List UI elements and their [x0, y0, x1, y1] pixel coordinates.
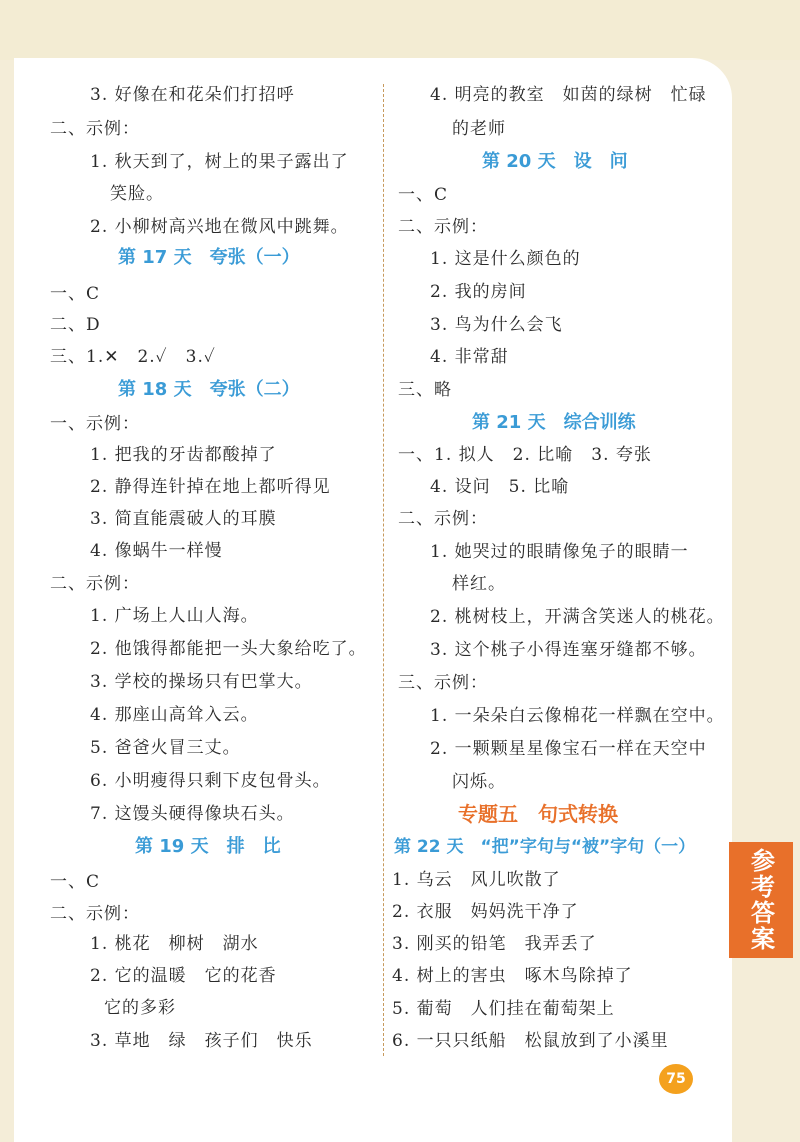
day-22-heading: 第 22 天 “把”字句与“被”字句（一）: [394, 837, 696, 857]
answer-line: 2. 他饿得都能把一头大象给吃了。: [90, 639, 367, 659]
answer-line: 的老师: [452, 119, 506, 139]
answer-line: 样红。: [452, 574, 506, 594]
day-20-heading: 第 20 天 设 问: [482, 151, 628, 172]
answer-line: 3. 鸟为什么会飞: [430, 315, 563, 335]
answer-line: 1. 把我的牙齿都酸掉了: [90, 445, 277, 465]
answer-line: 闪烁。: [452, 772, 506, 792]
answer-line: 它的多彩: [104, 998, 176, 1018]
answer-line: 2. 桃树枝上，开满含笑迷人的桃花。: [430, 607, 725, 627]
answer-section-tab: 参考答案: [729, 842, 793, 958]
answer-line: 二、示例：: [398, 217, 488, 237]
answer-line: 一、C: [398, 185, 449, 205]
answer-line: 1. 秋天到了，树上的果子露出了: [90, 152, 349, 172]
answer-line: 3. 草地 绿 孩子们 快乐: [90, 1031, 313, 1051]
answer-line: 1. 广场上人山人海。: [90, 606, 259, 626]
answer-line: 一、C: [50, 284, 101, 304]
answer-line: 1. 她哭过的眼睛像兔子的眼睛一: [430, 542, 689, 562]
day-17-heading: 第 17 天 夸张（一）: [118, 247, 300, 268]
answer-line: 1. 一朵朵白云像棉花一样飘在空中。: [430, 706, 725, 726]
answer-line: 3. 学校的操场只有巴掌大。: [90, 672, 313, 692]
answer-line: 4. 明亮的教室 如茵的绿树 忙碌: [430, 85, 707, 105]
answer-line: 1. 这是什么颜色的: [430, 249, 581, 269]
answer-line: 3. 好像在和花朵们打招呼: [90, 85, 295, 105]
answer-line: 6. 小明瘦得只剩下皮包骨头。: [90, 771, 331, 791]
top-band: [0, 0, 800, 60]
answer-line: 笑脸。: [110, 184, 164, 204]
answer-line: 4. 非常甜: [430, 347, 509, 367]
day-18-heading: 第 18 天 夸张（二）: [118, 379, 300, 400]
answer-line: 一、C: [50, 872, 101, 892]
answer-line: 3. 这个桃子小得连塞牙缝都不够。: [430, 640, 707, 660]
answer-line: 6. 一只只纸船 松鼠放到了小溪里: [392, 1031, 669, 1051]
answer-line: 3. 简直能震破人的耳膜: [90, 509, 277, 529]
answer-line: 1. 乌云 风儿吹散了: [392, 870, 561, 890]
answer-line: 1. 桃花 柳树 湖水: [90, 934, 259, 954]
answer-line: 7. 这馒头硬得像块石头。: [90, 804, 295, 824]
answer-line: 2. 一颗颗星星像宝石一样在天空中: [430, 739, 707, 759]
day-21-heading: 第 21 天 综合训练: [472, 412, 636, 433]
answer-line: 4. 设问 5. 比喻: [430, 477, 570, 497]
answer-line: 三、1.✕ 2.✓ 3.✓: [50, 347, 216, 367]
answer-line: 4. 像蜗牛一样慢: [90, 541, 223, 561]
page-number-badge: 75: [659, 1064, 693, 1094]
answer-line: 2. 小柳树高兴地在微风中跳舞。: [90, 217, 349, 237]
answer-line: 二、示例：: [398, 509, 488, 529]
answer-line: 5. 葡萄 人们挂在葡萄架上: [392, 999, 615, 1019]
answer-line: 2. 它的温暖 它的花香: [90, 966, 277, 986]
answer-line: 一、示例：: [50, 414, 140, 434]
topic-5-heading: 专题五 句式转换: [458, 802, 618, 826]
answer-line: 二、D: [50, 315, 101, 335]
day-19-heading: 第 19 天 排 比: [135, 836, 281, 857]
answer-line: 4. 那座山高耸入云。: [90, 705, 259, 725]
answer-line: 一、1. 拟人 2. 比喻 3. 夸张: [398, 445, 652, 465]
answer-line: 2. 我的房间: [430, 282, 527, 302]
column-divider: [383, 84, 384, 1056]
answer-line: 三、略: [398, 380, 452, 400]
answer-line: 二、示例：: [50, 119, 140, 139]
answer-line: 3. 刚买的铅笔 我弄丢了: [392, 934, 597, 954]
answer-line: 二、示例：: [50, 904, 140, 924]
answer-line: 5. 爸爸火冒三丈。: [90, 738, 241, 758]
answer-line: 三、示例：: [398, 673, 488, 693]
answer-line: 2. 衣服 妈妈洗干净了: [392, 902, 579, 922]
answer-line: 2. 静得连针掉在地上都听得见: [90, 477, 331, 497]
answer-line: 二、示例：: [50, 574, 140, 594]
answer-line: 4. 树上的害虫 啄木鸟除掉了: [392, 966, 633, 986]
